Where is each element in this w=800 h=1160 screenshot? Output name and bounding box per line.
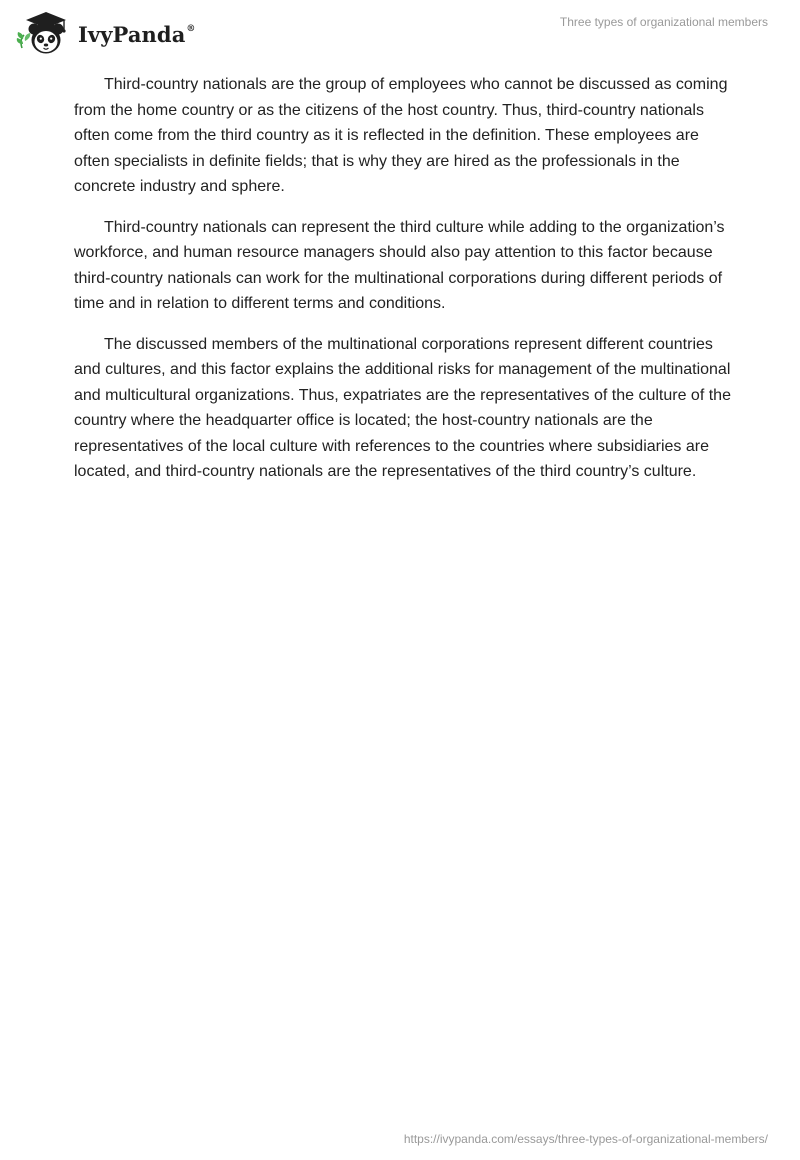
paragraph: Third-country nationals can represent the third culture while adding to the organization’s workforce, and human resource managers should also pay attention to this factor because third-country nationals can work for the multinational corporations during different periods of time and in relation to different terms and conditions. (74, 218, 725, 312)
paragraph: The discussed members of the multinational corporations represent different countries and cultures, and this factor explains the additional risks for management of the multinational and multicultural organizations. Thus, expatriates are the representatives of the culture of the country where the headquarter office is located; the host-country nationals are the representatives of the local culture with references to the countries where subsidiaries are located, and third-country nationals are the representatives of the third country’s culture. (74, 335, 731, 480)
panda-graduate-icon (14, 8, 76, 58)
page-header (0, 0, 800, 64)
essay-body (74, 72, 734, 500)
source-url[interactable]: https://ivypanda.com/essays/three-types-of-organizational-members/ (403, 1132, 768, 1146)
paragraph: Third-country nationals are the group of employees who cannot be discussed as coming from the home country or as the citizens of the host country. Thus, third-country nationals often come from the third country as it is reflected in the definition. These employees are often specialists in definite fields; that is why they are hired as the professionals in the concrete industry and sphere. (74, 76, 728, 195)
brand-logo[interactable] (14, 8, 196, 58)
brand-name: IvyPanda® (78, 21, 196, 47)
document-title: Three types of organizational members (559, 15, 768, 29)
registered-mark: ® (186, 23, 196, 34)
